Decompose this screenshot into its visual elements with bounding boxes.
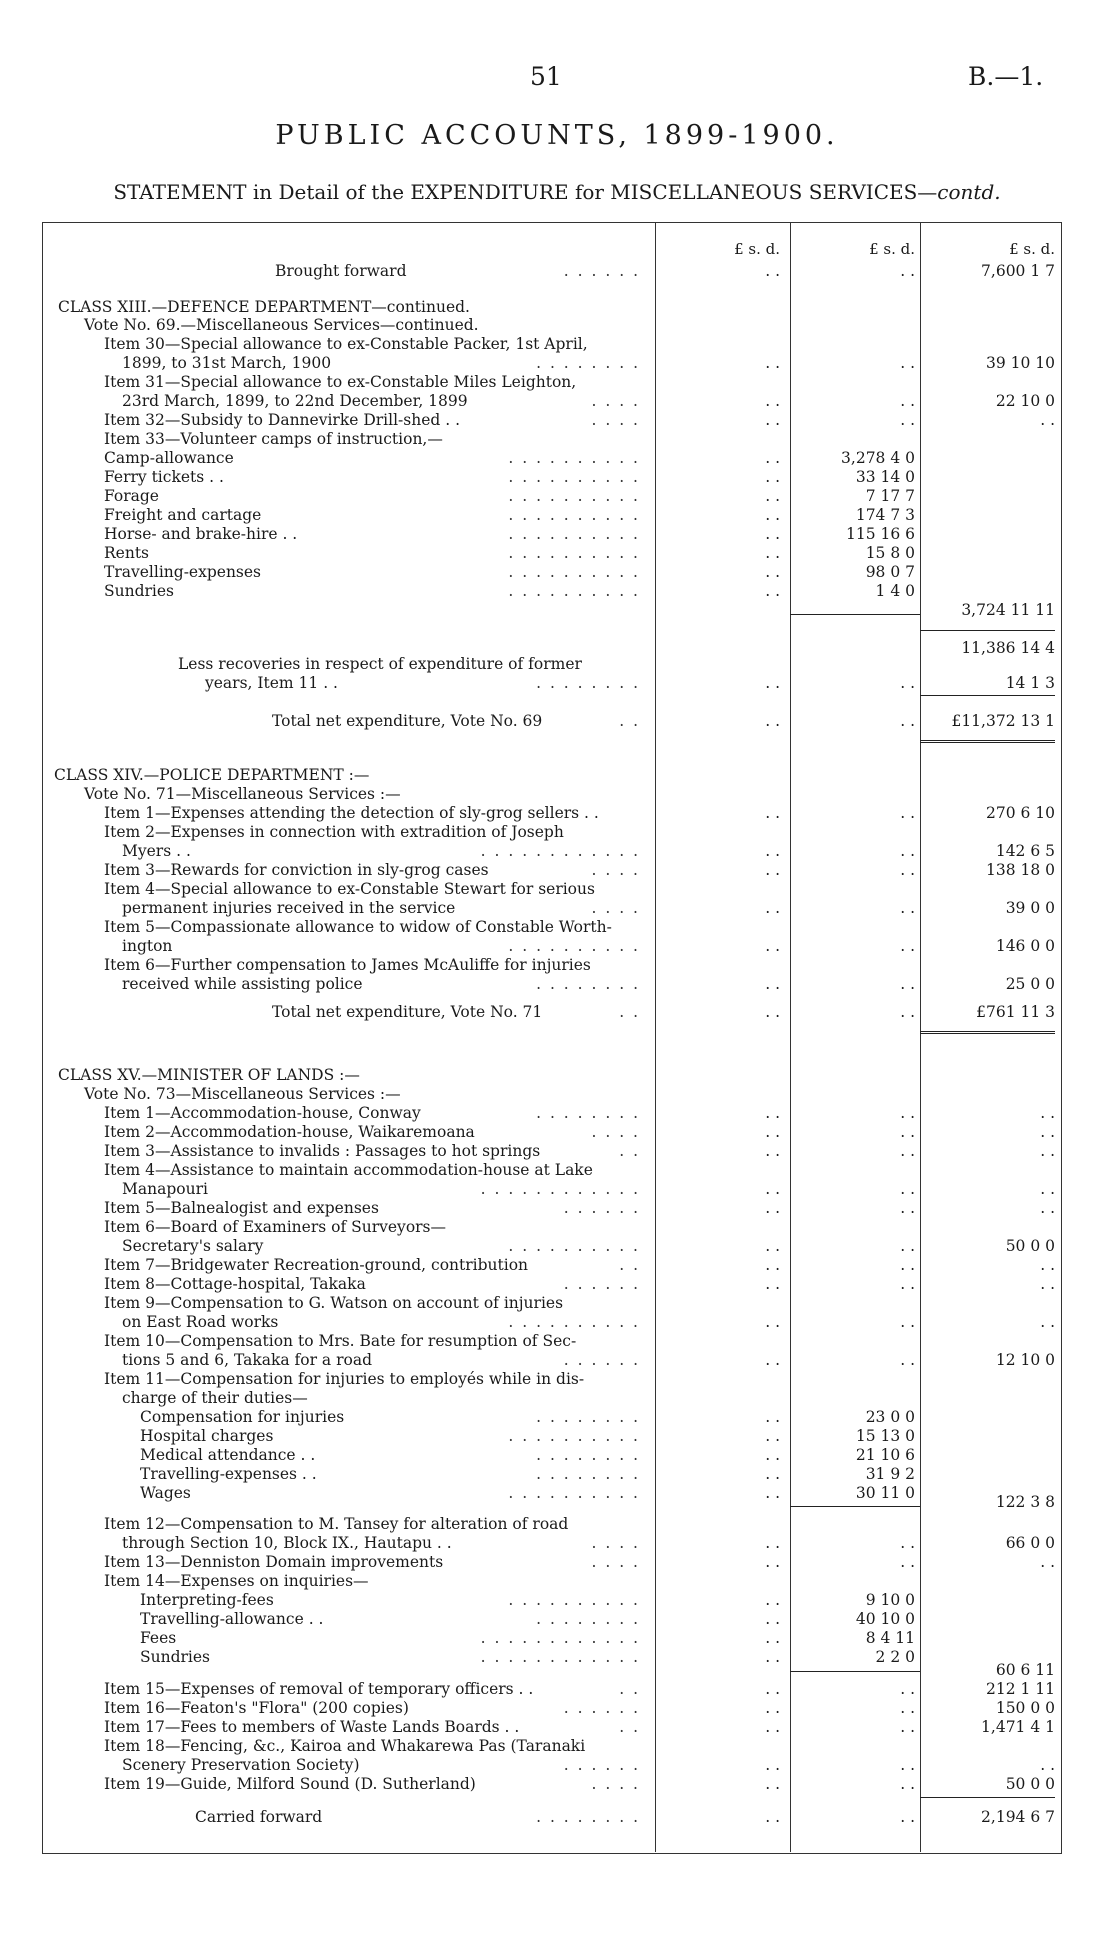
total-double-rule [920,740,1055,743]
amount-c2: . . [900,1808,915,1826]
amount-c2: 8 4 11 [865,1629,915,1647]
row-description: Item 12—Compensation to M. Tansey for alteration of road [104,1515,569,1533]
amount-c1: . . [765,1104,780,1122]
amount-c2: 1 4 0 [875,582,915,600]
amount-c3: 25 0 0 [1005,975,1055,993]
row-description: Item 14—Expenses on inquiries— [104,1572,369,1590]
amount-c3: . . [1040,1123,1055,1141]
amount-c2: . . [900,1718,915,1736]
subtotal-rule [920,695,1055,696]
amount-c2: . . [900,1003,915,1021]
page-subtitle [0,180,1114,204]
amount-c1: . . [765,392,780,410]
amount-c2: . . [900,1275,915,1293]
amount-c2: . . [900,1123,915,1141]
leader-dots: . . . . . . . . . . [508,582,640,600]
amount-c1: . . [765,1180,780,1198]
row-description: Item 32—Subsidy to Dannevirke Drill-shed . . [104,411,461,429]
amount-c2: 7 17 7 [865,487,915,505]
row-description: Compensation for injuries [140,1408,345,1426]
amount-c1: . . [765,899,780,917]
row-description: Item 1—Expenses attending the detection of sly-grog sellers . . [104,804,599,822]
amount-c2: 15 13 0 [855,1427,915,1445]
amount-c1: . . [765,1648,780,1666]
amount-c2: . . [900,804,915,822]
row-description: Less recoveries in respect of expenditure of former [178,655,582,673]
amount-c2: . . [900,1553,915,1571]
amount-c3: 50 0 0 [1005,1775,1055,1793]
row-description: Total net expenditure, Vote No. 69 [272,712,543,730]
row-description: Item 1—Accommodation-house, Conway [104,1104,421,1122]
leader-dots: . . [619,1256,640,1274]
amount-c3: . . [1040,1104,1055,1122]
amount-c3: 146 0 0 [995,937,1055,955]
amount-c1: . . [765,1610,780,1628]
row-description: Fees [140,1629,177,1647]
page-number: 51 [530,62,562,91]
row-description: Item 10—Compensation to Mrs. Bate for resumption of Sec- [104,1332,577,1350]
leader-dots: . . . . [591,392,640,410]
amount-c2: 115 16 6 [845,525,915,543]
row-description: permanent injuries received in the service [122,899,456,917]
row-description: Item 6—Board of Examiners of Surveyors— [104,1218,447,1236]
row-description: Total net expenditure, Vote No. 71 [272,1003,543,1021]
row-description: tions 5 and 6, Takaka for a road [122,1351,373,1369]
row-description: years, Item 11 . . [205,674,338,692]
row-description: ington [122,937,173,955]
amount-c1: . . [765,1484,780,1502]
amount-c3: . . [1040,1142,1055,1160]
leader-dots: . . [619,1142,640,1160]
amount-c1: . . [765,525,780,543]
leader-dots: . . . . . . . . . . [508,506,640,524]
amount-c1: . . [765,937,780,955]
amount-c2: . . [900,1534,915,1552]
amount-c2: . . [900,1237,915,1255]
amount-c3: 11,386 14 4 [961,639,1055,657]
leader-dots: . . . . [591,1775,640,1793]
row-description: Travelling-expenses . . [140,1465,317,1483]
amount-c2: . . [900,861,915,879]
row-description: Hospital charges [140,1427,274,1445]
amount-c1: . . [765,449,780,467]
row-description: Item 30—Special allowance to ex-Constable Packer, 1st April, [104,335,588,353]
leader-dots: . . . . [591,1123,640,1141]
amount-c1: . . [765,975,780,993]
leader-dots: . . [619,1680,640,1698]
row-description: received while assisting police [122,975,363,993]
row-description: Item 3—Rewards for conviction in sly-grog cases [104,861,489,879]
amount-c1: . . [765,712,780,730]
amount-c1: . . [765,1699,780,1717]
row-description: Item 4—Special allowance to ex-Constable Stewart for serious [104,880,595,898]
row-description: Wages [140,1484,191,1502]
amount-c2: . . [900,975,915,993]
row-description: Item 5—Compassionate allowance to widow of Constable Worth- [104,918,612,936]
amount-c3: 12 10 0 [995,1351,1055,1369]
subtotal-rule [790,614,920,615]
leader-dots: . . . . . . . . . . [508,544,640,562]
leader-dots: . . . . . . . . [536,1446,640,1464]
amount-c2: . . [900,674,915,692]
leader-dots: . . [619,1718,640,1736]
amount-c2: . . [900,1256,915,1274]
page-header [0,62,1114,92]
leader-dots: . . . . . . . . . . [508,563,640,581]
column-header-3: £ s. d. [1009,240,1055,258]
amount-c3: . . [1040,1199,1055,1217]
row-description: Item 18—Fencing, &c., Kairoa and Whakarewa Pas (Taranaki [104,1737,586,1755]
amount-c3: . . [1040,1256,1055,1274]
amount-c3: 7,600 1 7 [981,262,1055,280]
leader-dots: . . . . . . . . [536,674,640,692]
amount-c2: 23 0 0 [865,1408,915,1426]
amount-c3: . . [1040,411,1055,429]
amount-c1: . . [765,1123,780,1141]
column-divider-1 [655,222,656,1852]
amount-c2: . . [900,1756,915,1774]
amount-c2: . . [900,899,915,917]
document-reference: B.—1. [968,62,1044,91]
page-title: PUBLIC ACCOUNTS, 1899-1900. [275,120,839,151]
amount-c3: 3,724 11 11 [961,601,1055,619]
leader-dots: . . . . . . . . . . [508,487,640,505]
amount-c1: . . [765,804,780,822]
amount-c2: . . [900,1775,915,1793]
row-description: Item 6—Further compensation to James McAuliffe for injuries [104,956,591,974]
amount-c2: 33 14 0 [855,468,915,486]
amount-c3: 39 0 0 [1005,899,1055,917]
row-description: Item 31—Special allowance to ex-Constable Miles Leighton, [104,373,577,391]
amount-c1: . . [765,582,780,600]
row-description: Ferry tickets . . [104,468,224,486]
amount-c2: . . [900,842,915,860]
row-description: Sundries [140,1648,210,1666]
leader-dots: . . . . . . . . . . [508,1484,640,1502]
row-description: Camp-allowance [104,449,234,467]
row-description: Vote No. 69.—Miscellaneous Services—continued. [84,316,479,334]
amount-c3: 22 10 0 [995,392,1055,410]
amount-c3: . . [1040,1180,1055,1198]
leader-dots: . . . . . . [563,1756,640,1774]
amount-c2: . . [900,411,915,429]
amount-c1: . . [765,861,780,879]
amount-c3: £761 11 3 [976,1003,1055,1021]
leader-dots: . . . . . . . . [536,1610,640,1628]
amount-c2: . . [900,1699,915,1717]
row-description: Medical attendance . . [140,1446,316,1464]
amount-c2: . . [900,712,915,730]
leader-dots: . . . . . . . . [536,1465,640,1483]
subtitle-contd: contd. [937,180,1001,204]
amount-c3: 150 0 0 [995,1699,1055,1717]
column-divider-3 [920,222,921,1852]
amount-c2: . . [900,1180,915,1198]
row-description: Interpreting-fees [140,1591,274,1609]
row-description: Freight and cartage [104,506,262,524]
leader-dots: . . . . [591,411,640,429]
leader-dots: . . . . [591,1553,640,1571]
subtotal-rule [920,1797,1055,1798]
row-description: Travelling-allowance . . [140,1610,324,1628]
amount-c2: 9 10 0 [865,1591,915,1609]
subtotal-rule [920,630,1055,631]
amount-c2: 3,278 4 0 [841,449,915,467]
amount-c2: 174 7 3 [855,506,915,524]
amount-c3: 1,471 4 1 [981,1718,1055,1736]
amount-c1: . . [765,1003,780,1021]
row-description: Item 2—Accommodation-house, Waikaremoana [104,1123,475,1141]
amount-c2: 21 10 6 [855,1446,915,1464]
amount-c3: . . [1040,1275,1055,1293]
amount-c3: 66 0 0 [1005,1534,1055,1552]
row-description: Travelling-expenses [104,563,262,581]
amount-c1: . . [765,1256,780,1274]
leader-dots: . . . . . . [563,1351,640,1369]
amount-c1: . . [765,411,780,429]
amount-c2: 2 2 0 [875,1648,915,1666]
row-description: CLASS XV.—MINISTER OF LANDS :— [58,1066,360,1084]
amount-c2: 40 10 0 [855,1610,915,1628]
leader-dots: . . . . . . . . . . [508,468,640,486]
subtotal-rule [790,1671,920,1672]
amount-c3: 270 6 10 [985,804,1055,822]
amount-c1: . . [765,1351,780,1369]
leader-dots: . . . . . . . . [536,1104,640,1122]
amount-c3: . . [1040,1313,1055,1331]
leader-dots: . . [619,1003,640,1021]
leader-dots: . . . . . . . . . . . . [480,842,640,860]
amount-c3: 142 6 5 [995,842,1055,860]
leader-dots: . . . . . . . . . . [508,1427,640,1445]
amount-c1: . . [765,1199,780,1217]
row-description: Item 17—Fees to members of Waste Lands Boards . . [104,1718,520,1736]
amount-c1: . . [765,1313,780,1331]
column-divider-2 [790,222,791,1852]
leader-dots: . . . . [591,899,640,917]
row-description: charge of their duties— [122,1389,308,1407]
amount-c3: 50 0 0 [1005,1237,1055,1255]
leader-dots: . . . . . . [563,1199,640,1217]
row-description: on East Road works [122,1313,279,1331]
leader-dots: . . . . . . [563,1699,640,1717]
row-description: Item 33—Volunteer camps of instruction,— [104,430,443,448]
row-description: Myers . . [122,842,191,860]
amount-c1: . . [765,1775,780,1793]
amount-c3: £11,372 13 1 [951,712,1055,730]
row-description: Vote No. 71—Miscellaneous Services :— [84,785,401,803]
amount-c3: 60 6 11 [995,1661,1055,1679]
amount-c2: 30 11 0 [855,1484,915,1502]
amount-c1: . . [765,487,780,505]
row-description: Item 9—Compensation to G. Watson on account of injuries [104,1294,564,1312]
row-description: Item 4—Assistance to maintain accommodation-house at Lake [104,1161,593,1179]
subtitle-main: STATEMENT in Detail of the EXPENDITURE for MISCELLANEOUS SERVICES— [113,180,938,204]
row-description: Sundries [104,582,174,600]
row-description: Horse- and brake-hire . . [104,525,298,543]
row-description: Item 19—Guide, Milford Sound (D. Sutherland) [104,1775,476,1793]
amount-c1: . . [765,1756,780,1774]
amount-c2: 15 8 0 [865,544,915,562]
amount-c3: . . [1040,1553,1055,1571]
amount-c1: . . [765,506,780,524]
row-description: Carried forward [195,1808,323,1826]
amount-c3: 39 10 10 [985,354,1055,372]
leader-dots: . . . . . . . . . . [508,1313,640,1331]
amount-c1: . . [765,1629,780,1647]
row-description: Item 16—Featon's "Flora" (200 copies) [104,1699,409,1717]
leader-dots: . . . . . . . . . . . . [480,1629,640,1647]
amount-c1: . . [765,563,780,581]
amount-c2: . . [900,937,915,955]
amount-c2: . . [900,1680,915,1698]
amount-c1: . . [765,354,780,372]
row-description: Manapouri [122,1180,208,1198]
amount-c1: . . [765,1465,780,1483]
amount-c2: . . [900,1142,915,1160]
row-description: Item 15—Expenses of removal of temporary officers . . [104,1680,534,1698]
amount-c2: 31 9 2 [865,1465,915,1483]
amount-c2: . . [900,392,915,410]
leader-dots: . . . . . . . . . . . . [480,1648,640,1666]
amount-c1: . . [765,262,780,280]
amount-c2: . . [900,1104,915,1122]
row-description: Rents [104,544,150,562]
row-description: 23rd March, 1899, to 22nd December, 1899 [122,392,468,410]
row-description: Item 7—Bridgewater Recreation-ground, contribution [104,1256,529,1274]
leader-dots: . . . . . . . . [536,975,640,993]
row-description: CLASS XIV.—POLICE DEPARTMENT :— [54,766,370,784]
amount-c1: . . [765,1534,780,1552]
leader-dots: . . [619,712,640,730]
leader-dots: . . . . [591,1534,640,1552]
row-description: Item 8—Cottage-hospital, Takaka [104,1275,366,1293]
amount-c3: 14 1 3 [1005,674,1055,692]
amount-c1: . . [765,1808,780,1826]
row-description: Item 5—Balnealogist and expenses [104,1199,379,1217]
column-header-2: £ s. d. [869,240,915,258]
row-description: Item 3—Assistance to invalids : Passages to hot springs [104,1142,541,1160]
leader-dots: . . . . . . [563,262,640,280]
leader-dots: . . . . . . . . [536,354,640,372]
amount-c2: . . [900,1351,915,1369]
amount-c1: . . [765,842,780,860]
column-header-1: £ s. d. [734,240,780,258]
amount-c1: . . [765,1408,780,1426]
leader-dots: . . . . . . . . . . . . [480,1180,640,1198]
amount-c3: 138 18 0 [985,861,1055,879]
leader-dots: . . . . . . . . . . [508,1237,640,1255]
amount-c1: . . [765,1275,780,1293]
leader-dots: . . . . . . [563,1275,640,1293]
row-description: through Section 10, Block IX., Hautapu . . [122,1534,452,1552]
amount-c3: 122 3 8 [995,1493,1055,1511]
amount-c2: . . [900,354,915,372]
amount-c2: 98 0 7 [865,563,915,581]
leader-dots: . . . . . . . . . . [508,525,640,543]
amount-c1: . . [765,1427,780,1445]
amount-c1: . . [765,674,780,692]
row-description: CLASS XIII.—DEFENCE DEPARTMENT—continued. [58,298,470,316]
subtotal-rule [790,1506,920,1507]
row-description: Vote No. 73—Miscellaneous Services :— [84,1085,401,1103]
amount-c2: . . [900,1313,915,1331]
amount-c1: . . [765,544,780,562]
amount-c3: 212 1 11 [985,1680,1055,1698]
row-description: Scenery Preservation Society) [122,1756,360,1774]
row-description: Brought forward [275,262,407,280]
amount-c1: . . [765,468,780,486]
amount-c1: . . [765,1553,780,1571]
leader-dots: . . . . [591,861,640,879]
amount-c1: . . [765,1680,780,1698]
amount-c1: . . [765,1237,780,1255]
row-description: Item 2—Expenses in connection with extradition of Joseph [104,823,564,841]
leader-dots: . . . . . . . . . . [508,1591,640,1609]
amount-c1: . . [765,1591,780,1609]
row-description: Secretary's salary [122,1237,264,1255]
amount-c3: . . [1040,1756,1055,1774]
amount-c1: . . [765,1142,780,1160]
leader-dots: . . . . . . . . . . [508,449,640,467]
leader-dots: . . . . . . . . [536,1808,640,1826]
row-description: 1899, to 31st March, 1900 [122,354,332,372]
total-double-rule [920,1031,1055,1034]
row-description: Forage [104,487,159,505]
amount-c1: . . [765,1446,780,1464]
leader-dots: . . . . . . . . [536,1408,640,1426]
amount-c2: . . [900,262,915,280]
row-description: Item 11—Compensation for injuries to employés while in dis- [104,1370,585,1388]
amount-c3: 2,194 6 7 [981,1808,1055,1826]
leader-dots: . . . . . . . . . . [508,937,640,955]
amount-c1: . . [765,1718,780,1736]
amount-c2: . . [900,1199,915,1217]
row-description: Item 13—Denniston Domain improvements [104,1553,444,1571]
